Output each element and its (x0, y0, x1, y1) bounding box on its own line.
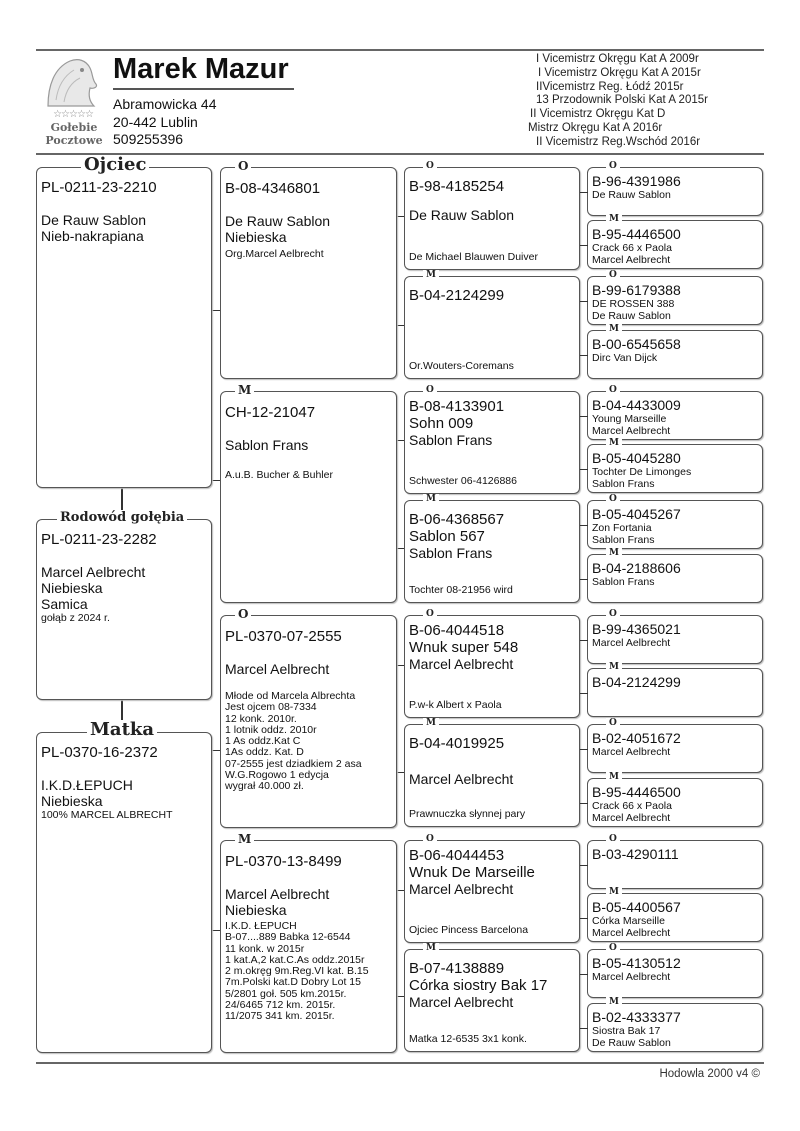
card-legend: M (606, 662, 622, 672)
gen4-card[interactable] (587, 494, 763, 549)
father-legend: Ojciec (81, 155, 149, 175)
connector (580, 355, 588, 356)
ring-number: B-96-4391986 (592, 173, 681, 189)
card-line: Wnuk De Marseille (409, 864, 535, 881)
card-line: Marcel Aelbrecht (592, 971, 671, 983)
ring-number: B-07-4138889 (409, 960, 505, 977)
card-note: 1 As oddz.Kat C (225, 735, 301, 748)
ring-number: B-05-4045267 (592, 506, 681, 522)
achievement-item: IIVicemistrz Reg. Łódź 2015r (536, 80, 684, 93)
subject-line: Samica (41, 596, 88, 612)
card-line: Marcel Aelbrecht (592, 254, 671, 266)
owner-name-underline (113, 88, 294, 90)
gen4-card[interactable] (587, 662, 763, 717)
card-legend: O (606, 718, 620, 728)
card-line: Sohn 009 (409, 415, 474, 432)
card-legend: O (235, 607, 251, 621)
card-line: Crack 66 x Paola (592, 800, 672, 812)
card-legend: M (423, 270, 439, 280)
gen4-card[interactable] (587, 270, 763, 325)
card-line: Niebieska (225, 902, 287, 918)
card-legend: O (606, 161, 620, 171)
achievement-item: I Vicemistrz Okręgu Kat A 2009r (536, 53, 699, 65)
card-note: 1 lotnik oddz. 2010r (225, 723, 317, 736)
card-line: Siostra Bak 17 (592, 1025, 661, 1037)
achievements-list (520, 53, 760, 150)
card-line: Tochter De Limonges (592, 466, 692, 478)
card-line: Marcel Aelbrecht (409, 994, 514, 1010)
subject-legend: Rodowód gołębia (57, 510, 187, 526)
card-note: W.G.Rogowo 1 edycja (225, 769, 329, 782)
mother-legend: Matka (87, 720, 157, 740)
card-legend: M (606, 772, 622, 782)
card-legend: O (606, 834, 620, 844)
card-line: Sablon Frans (592, 478, 655, 490)
card-line: Córka siostry Bak 17 (409, 977, 548, 994)
ring-number: B-04-4019925 (409, 735, 505, 752)
card-line: Dirc Van Dijck (592, 352, 658, 364)
granddam-maternal-card[interactable] (220, 832, 397, 1053)
ring-number: B-06-4368567 (409, 511, 505, 528)
card-note: Or.Wouters-Coremans (409, 360, 514, 372)
card-note: Jest ojcem 08-7334 (225, 701, 317, 714)
ring-number: B-95-4446500 (592, 226, 681, 242)
card-legend: O (423, 161, 437, 171)
connector (580, 865, 588, 866)
card-note: wygrał 40.000 zł. (225, 780, 304, 793)
granddam-paternal-card[interactable] (220, 383, 397, 603)
ring-number: B-06-4044453 (409, 847, 505, 864)
card-line: De Rauw Sablon (592, 310, 671, 322)
footer-rule (36, 1062, 764, 1064)
card-notes (225, 691, 392, 793)
achievement-item: Mistrz Okręgu Kat A 2016r (528, 121, 663, 134)
gen4-card[interactable] (587, 887, 763, 942)
owner-name: Marek Mazur (113, 53, 289, 85)
connector (580, 640, 588, 641)
card-note: Org.Marcel Aelbrecht (225, 248, 324, 260)
gen3-card[interactable] (404, 718, 580, 827)
card-note: De Michael Blauwen Duiver (409, 251, 538, 263)
father-line: Nieb-nakrapiana (41, 228, 144, 244)
connector (580, 579, 588, 580)
father-ring-number: PL-0211-23-2210 (41, 179, 157, 196)
ring-number: B-99-4365021 (592, 621, 681, 637)
card-legend: O (606, 609, 620, 619)
gen3-card[interactable] (404, 161, 580, 270)
card-legend: O (423, 834, 437, 844)
card-line: De Rauw Sablon (225, 213, 331, 229)
gen4-card[interactable] (587, 834, 763, 889)
ring-number: PL-0370-13-8499 (225, 853, 342, 870)
gen3-card[interactable] (404, 385, 580, 494)
card-note: Tochter 08-21956 wird (409, 584, 513, 596)
gen4-card[interactable] (587, 214, 763, 269)
card-note: 12 konk. 2010r. (225, 712, 297, 725)
card-legend: O (606, 943, 620, 953)
card-legend: O (606, 494, 620, 504)
card-line: Marcel Aelbrecht (225, 886, 330, 902)
gen3-card[interactable] (404, 943, 580, 1052)
gen3-card[interactable] (404, 609, 580, 718)
subject-note: gołąb z 2024 r. (41, 612, 110, 624)
ring-number: B-06-4044518 (409, 622, 505, 639)
connector (580, 525, 588, 526)
card-notes (225, 921, 392, 1023)
card-note: 1 kat.A,2 kat.C.As oddz.2015r (225, 953, 365, 966)
ring-number: B-02-4051672 (592, 730, 681, 746)
card-line: Marcel Aelbrecht (409, 656, 514, 672)
card-note: B-07....889 Babka 12-6544 (225, 931, 351, 944)
card-legend: M (606, 438, 622, 448)
card-legend: M (606, 214, 622, 224)
gen4-card[interactable] (587, 609, 763, 664)
connector (121, 488, 123, 510)
ring-number: B-05-4045280 (592, 450, 681, 466)
card-note: 11 konk. w 2015r (225, 942, 305, 955)
card-note: 07-2555 jest dziadkiem 2 asa (225, 757, 362, 770)
logo-text-line2: Pocztowe (45, 134, 103, 147)
card-note: Schwester 06-4126886 (409, 475, 517, 487)
mother-line: I.K.D.ŁEPUCH (41, 777, 133, 793)
card-line: Sablon Frans (409, 545, 493, 561)
card-legend: O (235, 159, 251, 173)
gen4-card[interactable] (587, 997, 763, 1052)
card-line: Marcel Aelbrecht (409, 881, 514, 897)
card-line: Marcel Aelbrecht (409, 771, 514, 787)
ring-number: B-98-4185254 (409, 178, 505, 195)
top-rule (36, 49, 764, 51)
card-note: 11/2075 341 km. 2015r. (225, 1010, 335, 1023)
mother-card[interactable] (36, 719, 212, 1053)
card-line: Crack 66 x Paola (592, 242, 672, 254)
card-legend: O (606, 385, 620, 395)
card-line: Marcel Aelbrecht (592, 425, 671, 437)
card-legend: M (235, 832, 254, 846)
mother-line: Niebieska (41, 793, 103, 809)
card-line: Niebieska (225, 229, 287, 245)
card-legend: M (606, 887, 622, 897)
ring-number: B-99-6179388 (592, 282, 681, 298)
card-legend: O (606, 270, 620, 280)
card-line: De Rauw Sablon (592, 189, 671, 201)
card-note: Młode od Marcela Albrechta (225, 690, 356, 702)
card-line: Sablon 567 (409, 528, 485, 545)
card-note: 24/6465 712 km. 2015r. (225, 999, 336, 1012)
mother-note: 100% MARCEL ALBRECHT (41, 809, 173, 821)
ring-number: PL-0370-07-2555 (225, 628, 342, 645)
grandsire-paternal-card[interactable] (220, 159, 397, 379)
achievement-item: II Vicemistrz Okręgu Kat D (530, 108, 666, 121)
subject-card[interactable] (36, 510, 212, 700)
gen4-card[interactable] (587, 385, 763, 440)
ring-number: B-08-4346801 (225, 180, 321, 197)
card-line: DE ROSSEN 388 (592, 298, 675, 310)
card-line: Sablon Frans (409, 432, 493, 448)
connector (580, 1028, 588, 1029)
achievement-item: 13 Przodownik Polski Kat A 2015r (536, 94, 708, 107)
address-city: 20-442 Lublin (113, 114, 198, 130)
card-note: 5/2801 goł. 505 km.2015r. (225, 987, 347, 1000)
ring-number: B-05-4130512 (592, 955, 681, 971)
card-line: Córka Marseille (592, 915, 665, 927)
mother-ring-number: PL-0370-16-2372 (41, 744, 158, 761)
ring-number: B-04-2124299 (409, 287, 505, 304)
connector (580, 803, 588, 804)
subject-line: Niebieska (41, 580, 103, 596)
connector (580, 245, 588, 246)
achievement-item: II Vicemistrz Reg.Wschód 2016r (536, 135, 701, 148)
subject-ring-number: PL-0211-23-2282 (41, 531, 157, 548)
card-legend: M (606, 548, 622, 558)
phone-number: 509255396 (113, 131, 184, 147)
connector (580, 749, 588, 750)
ring-number: B-04-4433009 (592, 397, 681, 413)
ring-number: B-02-4333377 (592, 1009, 681, 1025)
card-legend: M (235, 383, 254, 397)
connector (580, 974, 588, 975)
logo-text-line1: Gołebie (50, 121, 98, 134)
connector (580, 192, 588, 193)
logo (38, 56, 108, 148)
card-line: De Rauw Sablon (592, 1037, 671, 1049)
card-note: 1As oddz. Kat. D (225, 746, 304, 759)
logo-stars: ☆☆☆☆☆ (53, 109, 93, 120)
card-line: Sablon Frans (592, 576, 655, 588)
card-note: 7m.Polski kat.D Dobry Lot 15 (225, 976, 361, 989)
connector (580, 416, 588, 417)
card-line: De Rauw Sablon (409, 207, 515, 223)
gen4-card[interactable] (587, 324, 763, 379)
card-line: Marcel Aelbrecht (592, 812, 671, 824)
gen4-card[interactable] (587, 772, 763, 827)
connector (580, 693, 588, 694)
father-line: De Rauw Sablon (41, 212, 147, 228)
gen4-card[interactable] (587, 161, 763, 216)
card-note: Matka 12-6535 3x1 konk. (409, 1033, 527, 1045)
card-legend: M (423, 494, 439, 504)
ring-number: B-05-4400567 (592, 899, 681, 915)
card-note: Ojciec Pincess Barcelona (409, 924, 529, 936)
card-line: Marcel Aelbrecht (592, 927, 671, 939)
grandsire-maternal-card[interactable] (220, 607, 397, 828)
card-line: Marcel Aelbrecht (592, 637, 671, 649)
ring-number: B-08-4133901 (409, 398, 505, 415)
gen4-card[interactable] (587, 718, 763, 773)
card-line: Wnuk super 548 (409, 639, 519, 656)
card-line: Sablon Frans (592, 534, 655, 546)
connector (580, 918, 588, 919)
card-line: Sablon Frans (225, 437, 309, 453)
connector (580, 469, 588, 470)
ring-number: B-00-6545658 (592, 336, 681, 352)
card-legend: O (423, 609, 437, 619)
gen4-card[interactable] (587, 943, 763, 998)
ring-number: CH-12-21047 (225, 404, 316, 421)
ring-number: B-95-4446500 (592, 784, 681, 800)
card-line: Young Marseille (592, 413, 667, 425)
gen4-card[interactable] (587, 548, 763, 603)
card-note: Prawnuczka słynnej pary (409, 808, 526, 820)
ring-number: B-04-2188606 (592, 560, 681, 576)
achievement-item: I Vicemistrz Okręgu Kat A 2015r (538, 66, 701, 79)
pigeon-head-icon (44, 56, 100, 108)
card-note: P.w-k Albert x Paola (409, 699, 502, 711)
subject-line: Marcel Aelbrecht (41, 564, 146, 580)
card-legend: O (423, 385, 437, 395)
card-line: Marcel Aelbrecht (225, 661, 330, 677)
father-card[interactable] (36, 154, 212, 488)
card-note: A.u.B. Bucher & Buhler (225, 469, 333, 481)
card-line: Zon Fortania (592, 522, 652, 534)
card-note: 2 m.okręg 9m.Reg.VI kat. B.15 (225, 965, 369, 978)
gen3-card[interactable] (404, 494, 580, 603)
gen3-card[interactable] (404, 270, 580, 379)
ring-number: B-04-2124299 (592, 674, 681, 690)
card-legend: M (423, 943, 439, 953)
gen3-card[interactable] (404, 834, 580, 943)
ring-number: B-03-4290111 (592, 846, 679, 862)
gen4-card[interactable] (587, 438, 763, 493)
address-street: Abramowicka 44 (113, 96, 217, 112)
card-legend: M (606, 997, 622, 1007)
card-line: Marcel Aelbrecht (592, 746, 671, 758)
card-legend: M (423, 718, 439, 728)
footer-credit: Hodowla 2000 v4 © (659, 1068, 760, 1080)
connector (580, 301, 588, 302)
card-legend: M (606, 324, 622, 334)
card-note: I.K.D. ŁEPUCH (225, 920, 297, 932)
